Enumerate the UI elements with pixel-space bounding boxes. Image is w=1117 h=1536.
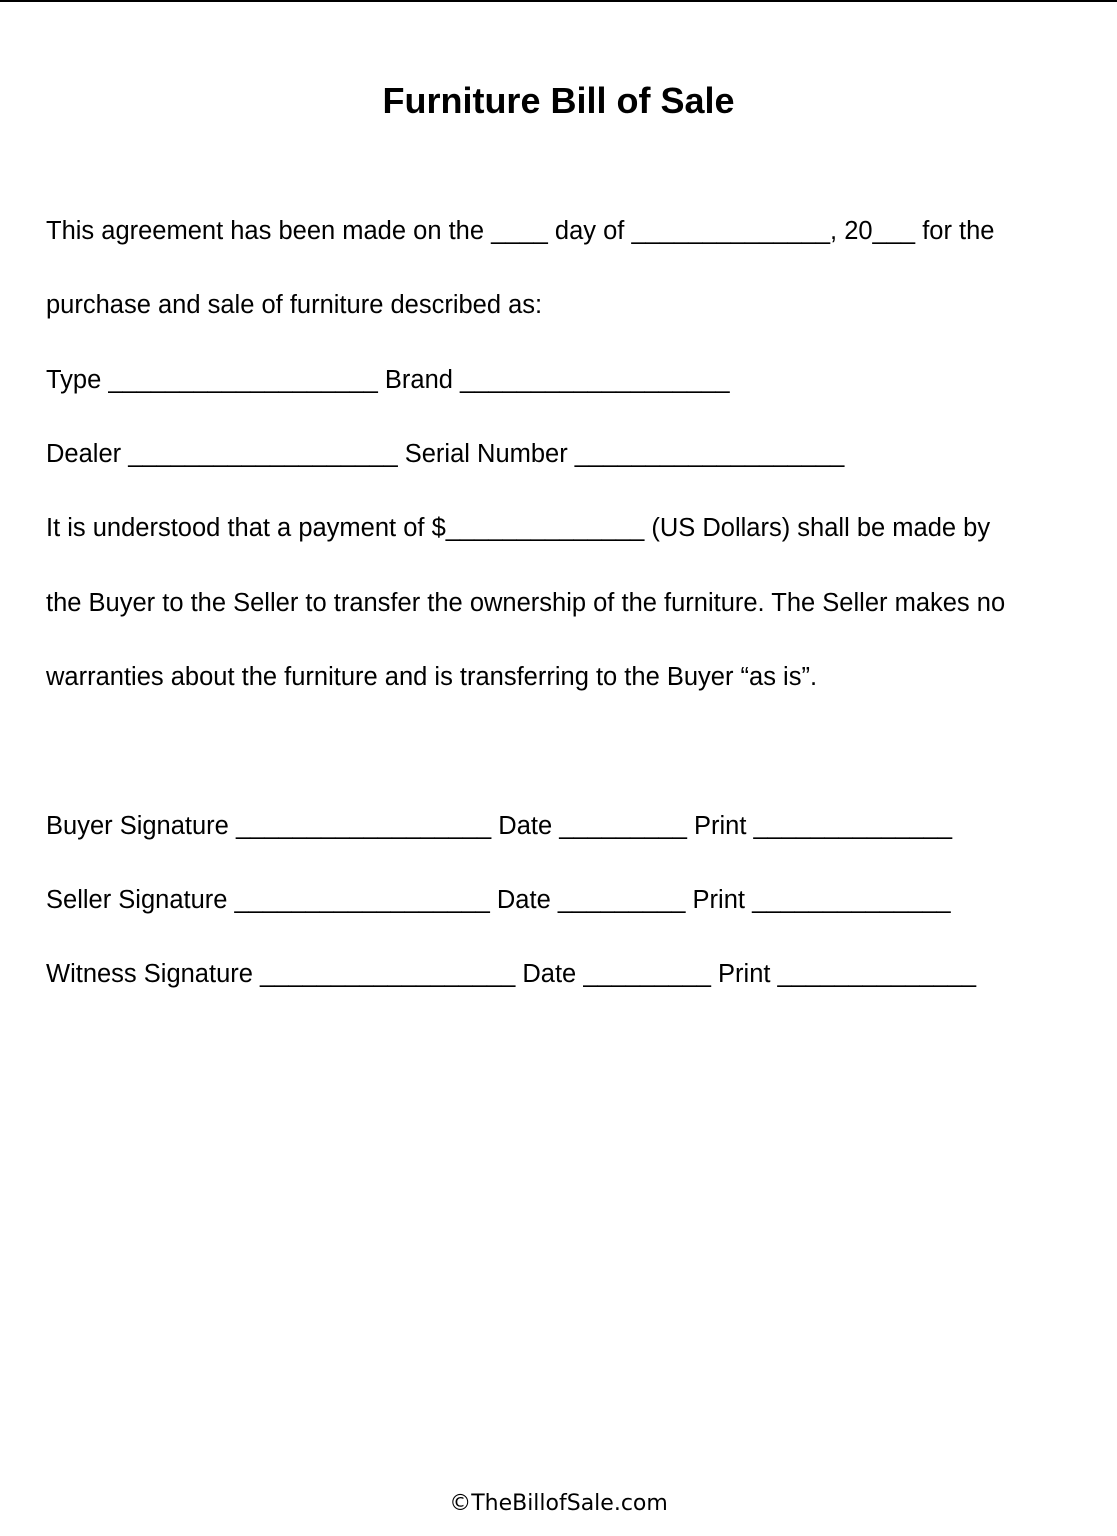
document-title: Furniture Bill of Sale	[382, 80, 735, 121]
payment-line-3: warranties about the furniture and is transferring to the Buyer “as is”.	[46, 663, 818, 691]
agreement-line-2: purchase and sale of furniture described as:	[46, 291, 543, 319]
payment-line-2: the Buyer to the Seller to transfer the ownership of the furniture. The Seller makes no	[46, 589, 1006, 617]
top-border-rule	[0, 0, 1117, 2]
witness-signature-line: Witness Signature __________________ Date _________ Print ______________	[46, 960, 977, 988]
dealer-serial-fields: Dealer ___________________ Serial Number ___________________	[46, 440, 845, 468]
agreement-line-1: This agreement has been made on the ____ day of ______________, 20___ for the	[46, 217, 995, 245]
seller-signature-line: Seller Signature __________________ Date _________ Print ______________	[46, 886, 951, 914]
type-brand-fields: Type ___________________ Brand ___________________	[46, 366, 730, 394]
payment-line-1: It is understood that a payment of $______________ (US Dollars) shall be made by	[46, 514, 991, 542]
copyright-footer: ©TheBillofSale.com	[449, 1491, 668, 1516]
buyer-signature-line: Buyer Signature __________________ Date _________ Print ______________	[46, 812, 953, 840]
